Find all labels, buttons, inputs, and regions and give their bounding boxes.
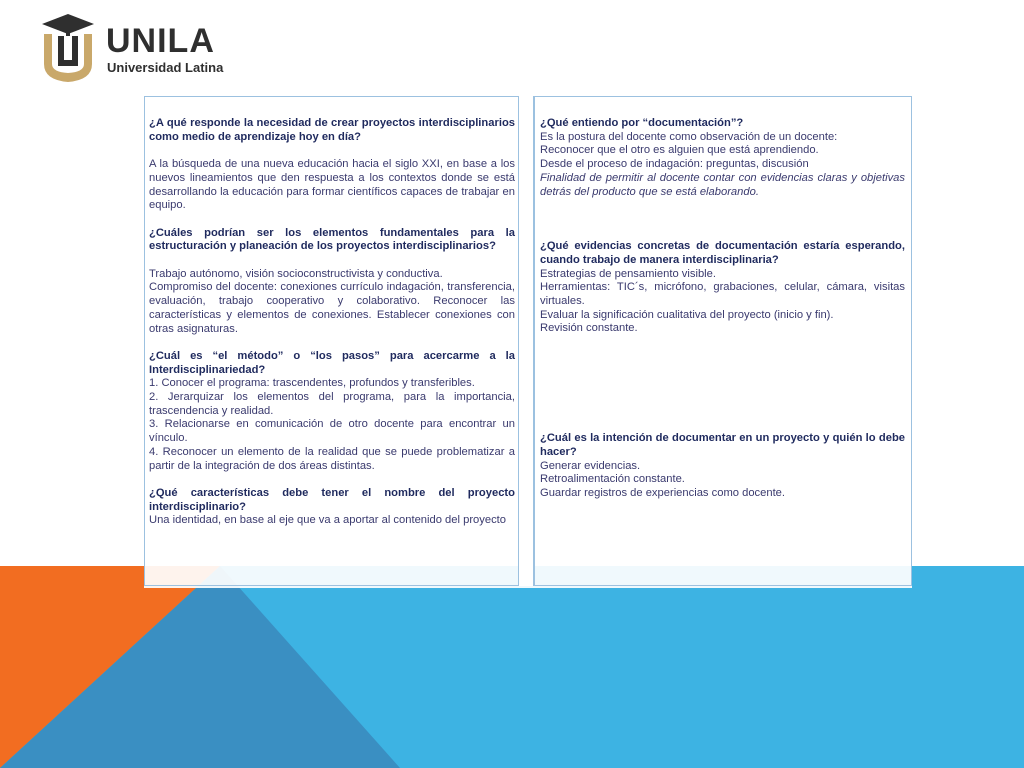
mortarboard-shield-icon: [38, 12, 98, 84]
brand-name: UNILA: [106, 22, 215, 60]
left-question-1: ¿A qué responde la necesidad de crear proyectos interdisciplinarios como medio de aprendizaje hoy en día?: [149, 117, 515, 143]
right-answer-2-line-3: Evaluar la significación cualitativa del proyecto (inicio y fin).: [540, 308, 834, 321]
right-answer-1-line-4: Finalidad de permitir al docente contar con evidencias claras y objetivas detrás del producto que se está elaborando.: [540, 171, 905, 198]
left-answer-1: A la búsqueda de una nueva educación hacia el siglo XXI, en base a los nuevos lineamientos que den respuesta a los contextos donde se está desarrollando la educación para formar científicos capaces de trabajar en equipo.: [149, 158, 515, 212]
brand-subtitle: Universidad Latina: [107, 60, 224, 75]
right-question-1: ¿Qué entiendo por “documentación”?: [540, 117, 744, 129]
left-answer-3-step-2: 2. Jerarquizar los elementos del programa, para la importancia, trascendencia y realidad.: [149, 391, 515, 417]
qa-table: [144, 96, 912, 588]
right-column: [534, 96, 912, 586]
right-answer-1-line-1: Es la postura del docente como observación de un docente:: [540, 130, 838, 143]
right-answer-3-line-1: Generar evidencias.: [540, 459, 641, 472]
right-answer-3-line-2: Retroalimentación constante.: [540, 473, 685, 486]
right-answer-2-line-1: Estrategias de pensamiento visible.: [540, 267, 716, 280]
left-answer-3-step-1: 1. Conocer el programa: trascendentes, profundos y transferibles.: [149, 377, 475, 390]
left-answer-2-line-1: Trabajo autónomo, visión socioconstructivista y conductiva.: [149, 267, 443, 280]
right-question-3: ¿Cuál es la intención de documentar en un proyecto y quién lo debe hacer?: [540, 432, 905, 458]
left-answer-3-step-3: 3. Relacionarse en comunicación de otro docente para encontrar un vínculo.: [149, 418, 515, 445]
left-question-4: ¿Qué características debe tener el nombre del proyecto interdisciplinario?: [149, 486, 515, 513]
right-answer-3-line-3: Guardar registros de experiencias como docente.: [540, 486, 786, 499]
right-answer-1-line-3: Desde el proceso de indagación: preguntas, discusión: [540, 158, 809, 171]
right-answer-2-line-2: Herramientas: TIC´s, micrófono, grabaciones, celular, cámara, visitas virtuales.: [540, 281, 905, 308]
left-question-3: ¿Cuál es “el método” o “los pasos” para acercarme a la Interdisciplinariedad?: [149, 349, 515, 376]
left-answer-3-step-4: 4. Reconocer un elemento de la realidad que se puede problematizar a partir de la integración de dos áreas distintas.: [149, 445, 515, 472]
left-column: [144, 96, 520, 586]
left-question-2: ¿Cuáles podrían ser los elementos fundamentales para la estructuración y planeación de los proyectos interdisciplinarios?: [149, 226, 515, 253]
left-answer-4: Una identidad, en base al eje que va a aportar al contenido del proyecto: [149, 514, 507, 527]
left-answer-2-line-2: Compromiso del docente: conexiones currículo indagación, transferencia, evaluación, trabajo cooperativo y colaborativo. Reconocer las características y elementos de conexiones. Establecer conexiones con otras asignaturas.: [149, 281, 515, 335]
unila-logo: [38, 12, 238, 84]
column-divider: [518, 96, 534, 586]
right-answer-2-line-4: Revisión constante.: [540, 322, 638, 335]
right-question-2: ¿Qué evidencias concretas de documentación estaría esperando, cuando trabajo de manera interdisciplinaria?: [540, 240, 905, 266]
right-answer-1-line-2: Reconocer que el otro es alguien que está aprendiendo.: [540, 144, 819, 157]
